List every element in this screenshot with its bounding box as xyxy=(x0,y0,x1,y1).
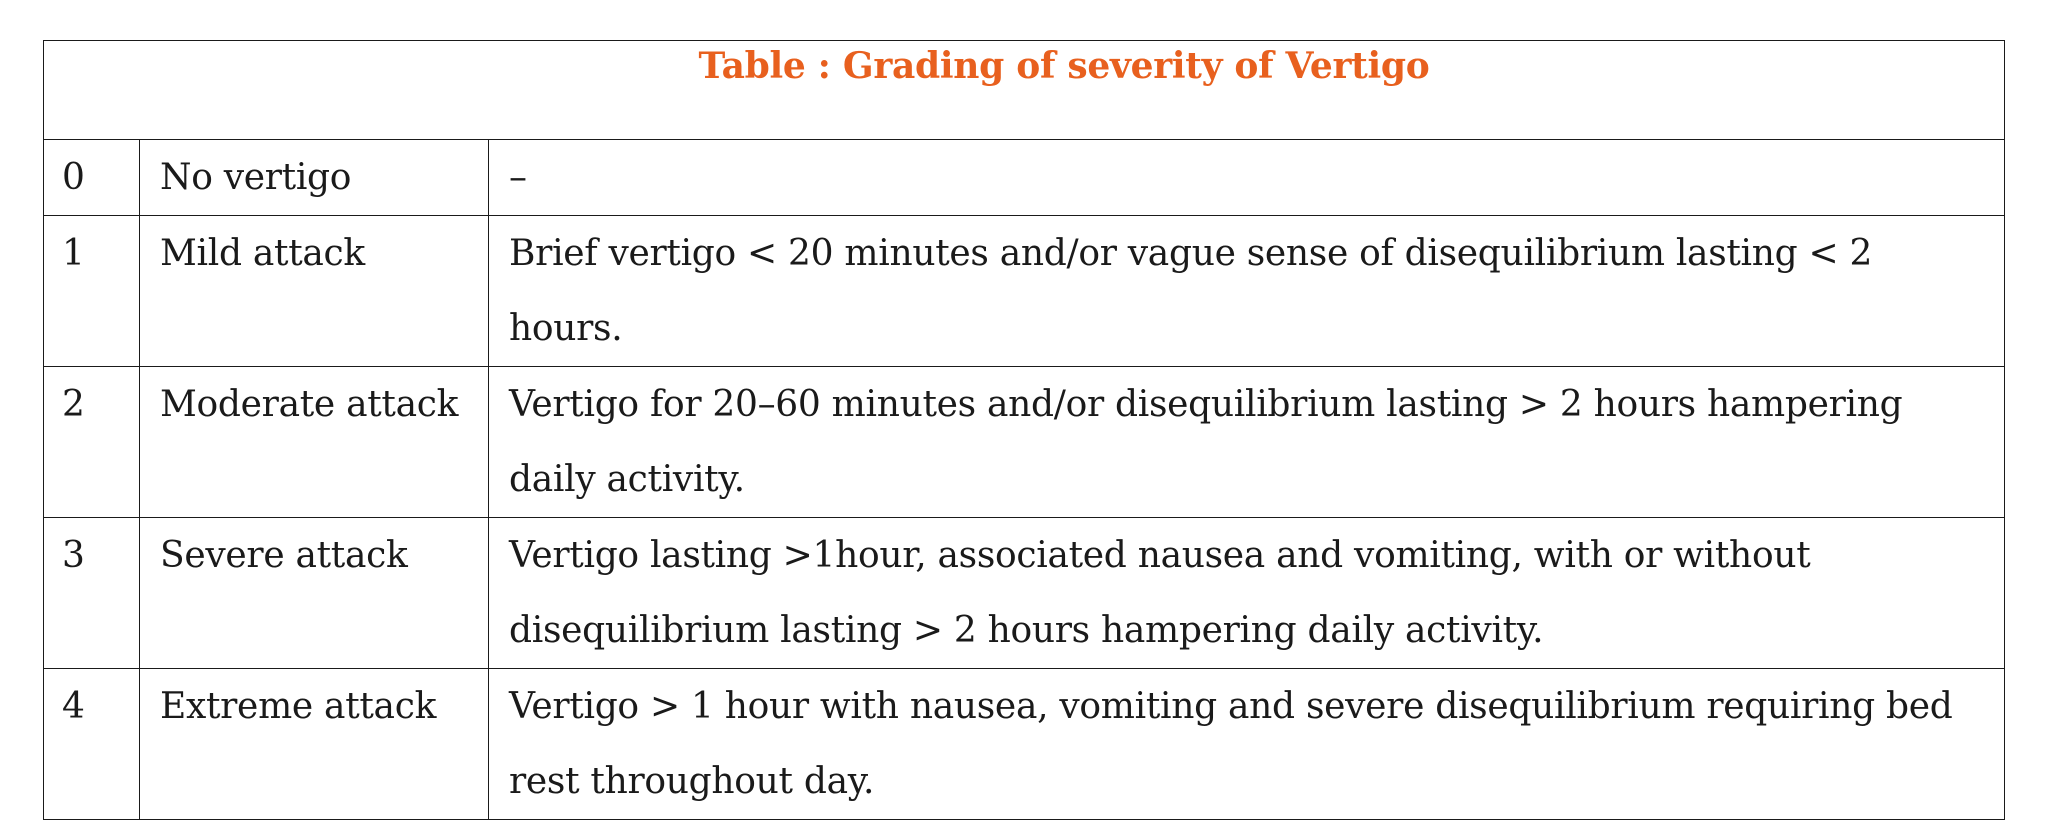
severity-table xyxy=(43,40,2005,820)
table-title: Table : Grading of severity of Vertigo xyxy=(698,45,1430,87)
description-cell xyxy=(489,518,2005,669)
severity-name: Severe attack xyxy=(160,535,408,576)
severity-description: Vertigo > 1 hour with nausea, vomiting and severe disequilibrium requiring bed rest throughout day. xyxy=(509,686,1953,802)
description-cell xyxy=(489,669,2005,820)
severity-name: Mild attack xyxy=(160,233,365,274)
severity-name: Extreme attack xyxy=(160,686,437,727)
grade-value: 1 xyxy=(62,233,85,274)
grade-value: 3 xyxy=(62,535,85,576)
severity-name-cell xyxy=(140,216,489,367)
table-row xyxy=(44,140,2005,216)
severity-description: – xyxy=(509,157,527,198)
severity-name: No vertigo xyxy=(160,157,352,198)
table-title-cell xyxy=(44,41,2005,140)
grade-cell xyxy=(44,367,140,518)
table-row xyxy=(44,367,2005,518)
severity-description: Vertigo lasting >1hour, associated nausea and vomiting, with or without disequilibrium lasting > 2 hours hampering daily activity. xyxy=(509,535,1811,651)
severity-name-cell xyxy=(140,518,489,669)
description-cell xyxy=(489,367,2005,518)
grade-value: 4 xyxy=(62,686,85,727)
table-row xyxy=(44,518,2005,669)
table-row xyxy=(44,669,2005,820)
table-title-row xyxy=(44,41,2005,140)
grade-cell xyxy=(44,518,140,669)
severity-name-cell xyxy=(140,140,489,216)
table-row xyxy=(44,216,2005,367)
severity-description: Vertigo for 20–60 minutes and/or disequilibrium lasting > 2 hours hampering daily activity. xyxy=(509,384,1903,500)
severity-description: Brief vertigo < 20 minutes and/or vague sense of disequilibrium lasting < 2 hours. xyxy=(509,233,1873,349)
severity-name-cell xyxy=(140,367,489,518)
grade-cell xyxy=(44,140,140,216)
severity-name: Moderate attack xyxy=(160,384,459,425)
description-cell xyxy=(489,140,2005,216)
grade-value: 2 xyxy=(62,384,85,425)
grade-value: 0 xyxy=(62,157,85,198)
grade-cell xyxy=(44,216,140,367)
description-cell xyxy=(489,216,2005,367)
severity-name-cell xyxy=(140,669,489,820)
grade-cell xyxy=(44,669,140,820)
